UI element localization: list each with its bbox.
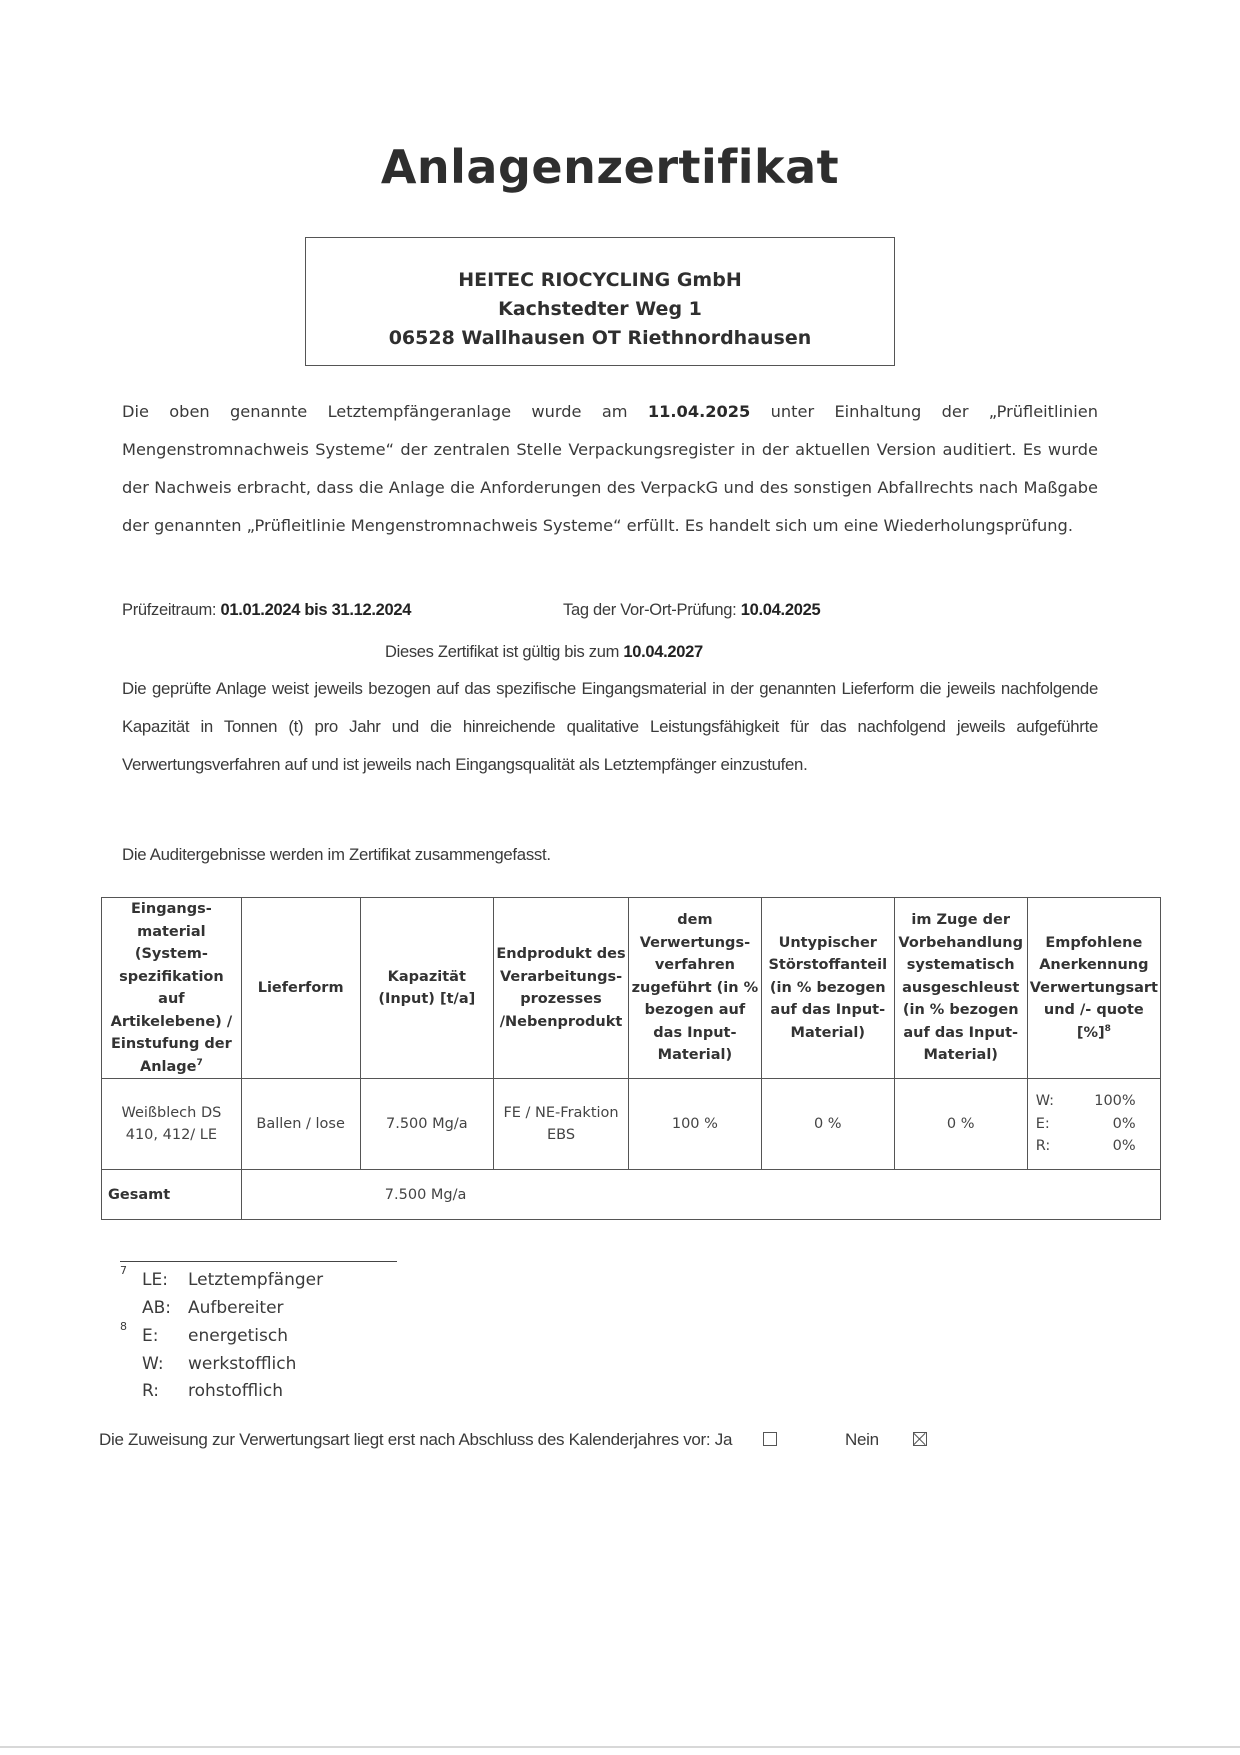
table-total-row — [102, 1170, 1161, 1220]
cell-zugefuehrt: 100 % — [628, 1079, 761, 1170]
validity — [385, 643, 703, 662]
validity-label: Dieses Zertifikat ist gültig bis zum — [385, 643, 624, 661]
cell-lieferform: Ballen / lose — [241, 1079, 360, 1170]
verwertung-key-e: E: — [1035, 1115, 1050, 1132]
verwertung-key-r: R: — [1035, 1138, 1051, 1155]
body-paragraph: Die geprüfte Anlage weist jeweils bezogen auf das spezifische Eingangsmaterial in der genannten Lieferform die jeweils nachfolgende Kapazität in Tonnen (t) pro Jahr und die hinreichende qualitative Leistungsfähigkeit für das nachfolgend jeweils aufgeführte Verwertungsverfahren auf und ist jeweils nach Eingangsqualität als Letztempfänger einzustufen. — [122, 679, 1098, 774]
intro-text-2: unter Einhaltung der „Prüfleitlinien Mengenstromnachweis Systeme“ der zentralen Stelle Verpackungsregister in der aktuellen Version auditiert. Es wurde der Nachweis erbracht, dass die Anlage die Anforderungen des VerpackG und des sonstigen Abfallrechts nach Maßgabe der genannten „Prüfleitlinie Mengenstromnachweis Systeme“ erfüllt. Es handelt sich um eine Wiederholungsprüfung. — [122, 402, 1098, 535]
document-title: Anlagenzertifikat — [380, 140, 840, 194]
intro-paragraph — [122, 393, 1098, 545]
onsite-value: 10.04.2025 — [740, 601, 821, 619]
header-ausgeschleust: im Zuge der Vorbehandlung systematisch ausgeschleust (in % bezogen auf das Input- Material) — [894, 898, 1027, 1079]
header-zugefuehrt: dem Verwertungs- verfahren zugeführt (in % bezogen auf das Input-Material) — [628, 898, 761, 1079]
footnote-divider — [120, 1261, 397, 1262]
table-header-row — [102, 898, 1161, 1079]
summary-text: Die Auditergebnisse werden im Zertifikat zusammengefasst. — [122, 845, 551, 864]
assignment-text: Die Zuweisung zur Verwertungsart liegt erst nach Abschluss des Kalenderjahres vor: Ja — [99, 1430, 733, 1449]
verwertung-value-w: 100% — [1094, 1093, 1136, 1110]
company-name: HEITEC RIOCYCLING GmbH — [458, 269, 742, 291]
verwertung-key-w: W: — [1035, 1093, 1055, 1110]
intro-text-1: Die oben genannte Letztempfängeranlage wurde am — [122, 402, 648, 421]
cell-kapazitaet: 7.500 Mg/a — [360, 1079, 494, 1170]
cell-material: Weißblech DS 410, 412/ LE — [102, 1079, 242, 1170]
audit-period — [122, 601, 411, 620]
ja-checkbox[interactable] — [763, 1432, 777, 1446]
header-eingangsmaterial: Eingangs- material (System- spezifikation auf Artikelebene) / Einstufung der Anlage$^7$ — [102, 898, 242, 1079]
verwertung-value-e: 0% — [1112, 1115, 1136, 1132]
period-label: Prüfzeitraum: — [122, 601, 221, 619]
cell-endprodukt: FE / NE-Fraktion EBS — [494, 1079, 629, 1170]
header-endprodukt: Endprodukt des Verarbeitungs- prozesses /Nebenprodukt — [494, 898, 629, 1079]
onsite-label: Tag der Vor-Ort-Prüfung: — [563, 601, 741, 619]
cell-ausgeschleust: 0 % — [894, 1079, 1027, 1170]
cell-verwertung — [1027, 1079, 1160, 1170]
company-street: Kachstedter Weg 1 — [498, 298, 702, 320]
validity-value: 10.04.2027 — [623, 643, 703, 661]
header-verwertung: Empfohlene Anerkennung Verwertungsart und /- quote [%]$^8$ — [1027, 898, 1160, 1079]
company-city: 06528 Wallhausen OT Riethnordhausen — [388, 327, 812, 349]
nein-checkbox[interactable] — [913, 1432, 927, 1446]
company-address-box — [305, 237, 895, 366]
header-kapazitaet: Kapazität (Input) [t/a] — [360, 898, 494, 1079]
total-label: Gesamt — [102, 1170, 242, 1220]
certificate-table — [101, 897, 1161, 1220]
audit-date: 11.04.2025 — [647, 402, 751, 421]
assignment-statement — [99, 1430, 927, 1450]
scan-edge-line — [0, 1746, 1240, 1748]
cell-stoerstoff: 0 % — [761, 1079, 894, 1170]
header-lieferform: Lieferform — [241, 898, 360, 1079]
total-value: 7.500 Mg/a — [241, 1170, 1160, 1220]
nein-label: Nein — [845, 1430, 879, 1449]
table-row — [102, 1079, 1161, 1170]
header-stoerstoff: Untypischer Störstoffanteil (in % bezogen auf das Input- Material) — [761, 898, 894, 1079]
onsite-date — [563, 601, 820, 620]
verwertung-value-r: 0% — [1112, 1138, 1136, 1155]
period-value: 01.01.2024 bis 31.12.2024 — [220, 601, 412, 619]
